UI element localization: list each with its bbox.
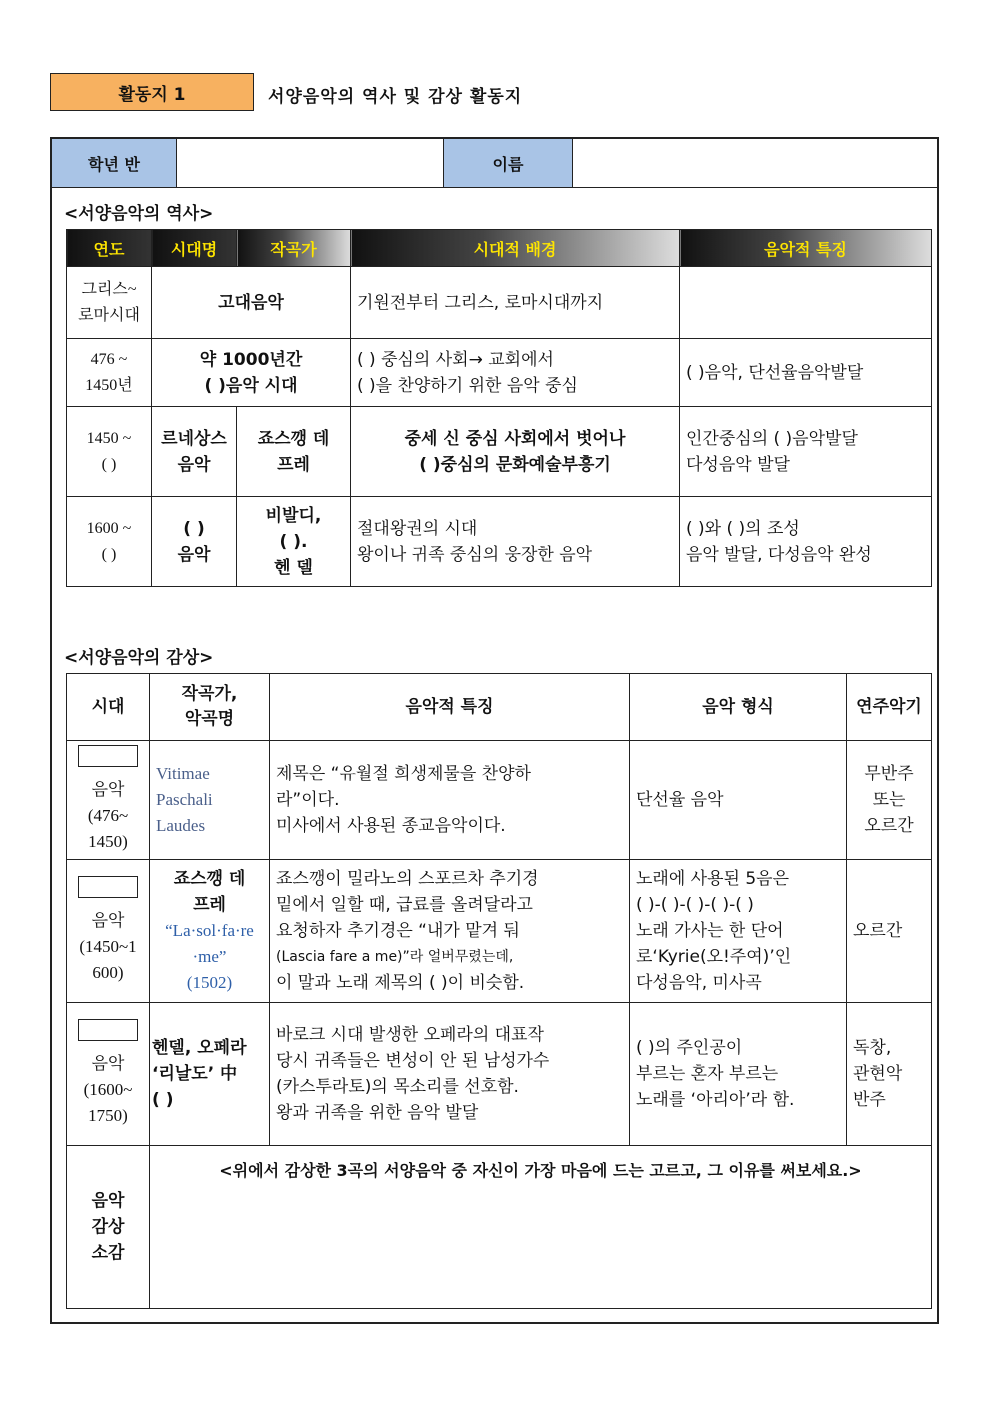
instrument-line: 반주 [853, 1090, 886, 1110]
instrument-line: 관현악 [853, 1064, 903, 1084]
era-cell[interactable] [152, 497, 237, 587]
background-cell [351, 497, 680, 587]
features-cell[interactable] [270, 860, 630, 1003]
year-line: 1450 ~ [86, 429, 132, 447]
form-line: 노래를 ‘아리아’라 함. [636, 1090, 795, 1110]
form-line: 노래 가사는 한 단어 [636, 921, 784, 941]
era-line: 음악 [177, 454, 211, 475]
review-label-cell [67, 1146, 150, 1309]
era-cell [152, 407, 237, 497]
review-prompt: <위에서 감상한 3곡의 서양음악 중 자신이 가장 마음에 드는 고르고, 그 이유를 써보세요.> [219, 1161, 862, 1180]
year-line: 1450년 [85, 376, 133, 394]
work-line: (1502) [186, 973, 233, 992]
period-line: 1450) [88, 832, 128, 851]
col-composer-work [150, 674, 270, 741]
review-row [67, 1146, 932, 1309]
col-period: 시대 [67, 674, 150, 741]
period-blank-box[interactable] [78, 745, 138, 767]
col-composer-line: 작곡가, [181, 684, 238, 704]
review-answer-cell[interactable] [150, 1146, 932, 1309]
year-cell[interactable] [67, 407, 152, 497]
features-line: 제목은 “유월절 희생제물을 찬양하 [276, 764, 531, 784]
background-line: 절대왕권의 시대 [357, 518, 478, 539]
instrument-cell: 오르간 [847, 860, 932, 1003]
features-line: 바로크 시대 발생한 오페라의 대표작 [276, 1025, 544, 1045]
year-cell [67, 267, 152, 339]
period-line: 음악 [91, 911, 125, 930]
col-musical-form: 음악 형식 [630, 674, 847, 741]
features-line: 왕과 귀족을 위한 음악 발달 [276, 1103, 479, 1123]
work-line: “La·sol·fa·re [165, 921, 254, 940]
composer-line: ( ). [279, 531, 308, 552]
period-cell[interactable] [67, 741, 150, 860]
name-field[interactable] [573, 139, 938, 188]
history-header-row [67, 230, 932, 267]
form-line: 로‘Kyrie(오!주여)’인 [636, 947, 792, 967]
appreciation-table [66, 673, 932, 1309]
features-line: 밑에서 일할 때, 급료를 올려달라고 [276, 895, 533, 915]
work-line: 프레 [193, 895, 226, 915]
background-line: 왕이나 귀족 중심의 웅장한 음악 [357, 544, 593, 565]
work-line: Vitimae [156, 764, 210, 783]
col-instruments: 연주악기 [847, 674, 932, 741]
features-line: (Lascia fare a me)”라 얼버무렸는데, [276, 949, 514, 965]
instrument-cell [847, 741, 932, 860]
period-line: 음악 [91, 780, 125, 799]
col-work-line: 악곡명 [184, 709, 235, 729]
work-line: 헨델, 오페라 [152, 1038, 247, 1058]
era-line: 르네상스 [161, 428, 227, 449]
era-cell: 고대음악 [152, 267, 351, 339]
page-title: 서양음악의 역사 및 감상 활동지 [268, 87, 523, 107]
features-cell[interactable]: ( )음악, 단선율음악발달 [680, 339, 932, 407]
period-line: 600) [92, 963, 124, 982]
era-line: 약 1000년간 [199, 349, 303, 370]
grade-class-field[interactable] [177, 139, 444, 188]
period-cell[interactable] [67, 1003, 150, 1146]
features-line: 죠스깽이 밀라노의 스포르차 추기경 [276, 869, 539, 889]
work-cell[interactable] [150, 1003, 270, 1146]
features-line: 음악 발달, 다성음악 완성 [686, 544, 872, 565]
table-row [67, 267, 932, 339]
features-line: 미사에서 사용된 종교음악이다. [276, 816, 506, 836]
background-cell[interactable] [351, 339, 680, 407]
review-label-line: 음악 [91, 1191, 125, 1211]
instrument-line: 무반주 [864, 764, 914, 784]
features-line: 이 말과 노래 제목의 ( )이 비슷함. [276, 973, 525, 993]
form-cell[interactable] [630, 860, 847, 1003]
table-row [67, 407, 932, 497]
work-line: ( ) [152, 1090, 174, 1110]
col-composer: 작곡가 [237, 230, 351, 267]
period-line: (1600~ [83, 1080, 133, 1099]
table-row [67, 339, 932, 407]
form-line: 다성음악, 미사곡 [636, 973, 762, 993]
col-era: 시대명 [152, 230, 237, 267]
instrument-line: 또는 [872, 790, 906, 810]
year-line: 그리스~ [81, 280, 137, 298]
year-cell[interactable] [67, 497, 152, 587]
era-line: ( ) [183, 518, 205, 539]
work-cell [150, 741, 270, 860]
col-background: 시대적 배경 [351, 230, 680, 267]
table-row [67, 1003, 932, 1146]
features-line: 라”이다. [276, 790, 340, 810]
instrument-line: 오르간 [864, 816, 914, 836]
appreciation-heading: <서양음악의 감상> [64, 648, 214, 668]
work-line: Paschali [156, 790, 213, 809]
composer-line: 프레 [277, 454, 310, 475]
form-cell[interactable] [630, 1003, 847, 1146]
form-line: ( )-( )-( )-( )-( ) [636, 895, 754, 915]
composer-cell [237, 407, 351, 497]
instrument-line: 독창, [853, 1038, 892, 1058]
name-label: 이름 [444, 139, 573, 188]
period-line: 1750) [88, 1106, 128, 1125]
form-line: ( )의 주인공이 [636, 1038, 743, 1058]
work-line: Laudes [156, 816, 206, 835]
features-cell [270, 1003, 630, 1146]
era-cell[interactable] [152, 339, 351, 407]
year-line: ( ) [101, 545, 117, 563]
composer-cell[interactable] [237, 497, 351, 587]
year-line: ( ) [101, 455, 117, 473]
col-musical-features: 음악적 특징 [270, 674, 630, 741]
form-line: 노래에 사용된 5음은 [636, 869, 789, 889]
period-blank-box[interactable] [78, 1019, 138, 1041]
instrument-cell [847, 1003, 932, 1146]
work-cell [150, 860, 270, 1003]
features-line: 요청하자 추기경은 “내가 맡겨 둬 [276, 921, 520, 941]
period-blank-box[interactable] [78, 876, 138, 898]
period-line: 음악 [91, 1054, 125, 1073]
features-line: ( )와 ( )의 조성 [686, 518, 800, 539]
composer-line: 헨 델 [274, 557, 313, 578]
features-cell[interactable] [680, 267, 932, 339]
form-cell: 단선율 음악 [630, 741, 847, 860]
grade-class-label: 학년 반 [52, 139, 177, 188]
background-cell: 기원전부터 그리스, 로마시대까지 [351, 267, 680, 339]
student-info-table [51, 138, 938, 188]
background-cell[interactable] [351, 407, 680, 497]
appreciation-header-row [67, 674, 932, 741]
composer-line: 비발디, [265, 505, 322, 526]
work-line: 죠스깽 데 [173, 869, 246, 889]
features-cell[interactable] [680, 497, 932, 587]
background-line: ( ) 중심의 사회→ 교회에서 [357, 349, 554, 370]
col-features: 음악적 특징 [680, 230, 932, 267]
review-label-line: 소감 [91, 1243, 125, 1263]
features-cell [270, 741, 630, 860]
features-line: 인간중심의 ( )음악발달 [686, 428, 858, 449]
background-line: ( )을 찬양하기 위한 음악 중심 [357, 375, 578, 396]
year-line: 로마시대 [78, 306, 140, 324]
features-line: 당시 귀족들은 변성이 안 된 남성가수 [276, 1051, 550, 1071]
activity-sheet-tag [50, 73, 254, 111]
period-line: (476~ [87, 806, 129, 825]
review-label-line: 감상 [91, 1217, 125, 1237]
period-line: (1450~1 [79, 937, 137, 956]
year-line: 1600 ~ [86, 519, 132, 537]
table-row [67, 741, 932, 860]
form-line: 부르는 혼자 부르는 [636, 1064, 779, 1084]
period-cell[interactable] [67, 860, 150, 1003]
table-row [67, 497, 932, 587]
year-cell [67, 339, 152, 407]
year-line: 476 ~ [90, 350, 128, 368]
features-line: 다성음악 발달 [686, 454, 790, 475]
history-heading: <서양음악의 역사> [64, 204, 214, 224]
background-line: ( )중심의 문화예술부흥기 [419, 454, 611, 475]
features-cell[interactable] [680, 407, 932, 497]
work-line: ‘리날도’ 中 [152, 1064, 238, 1084]
era-line: ( )음악 시대 [204, 375, 298, 396]
work-line: ·me” [192, 947, 227, 966]
era-line: 음악 [177, 544, 211, 565]
history-table [66, 229, 932, 587]
activity-sheet-tag-label: 활동지 1 [118, 84, 186, 105]
table-row [67, 860, 932, 1003]
col-year: 연도 [67, 230, 152, 267]
composer-line: 죠스깽 데 [257, 428, 330, 449]
background-line: 중세 신 중심 사회에서 벗어나 [404, 428, 626, 449]
features-line: (카스투라토)의 목소리를 선호함. [276, 1077, 519, 1097]
